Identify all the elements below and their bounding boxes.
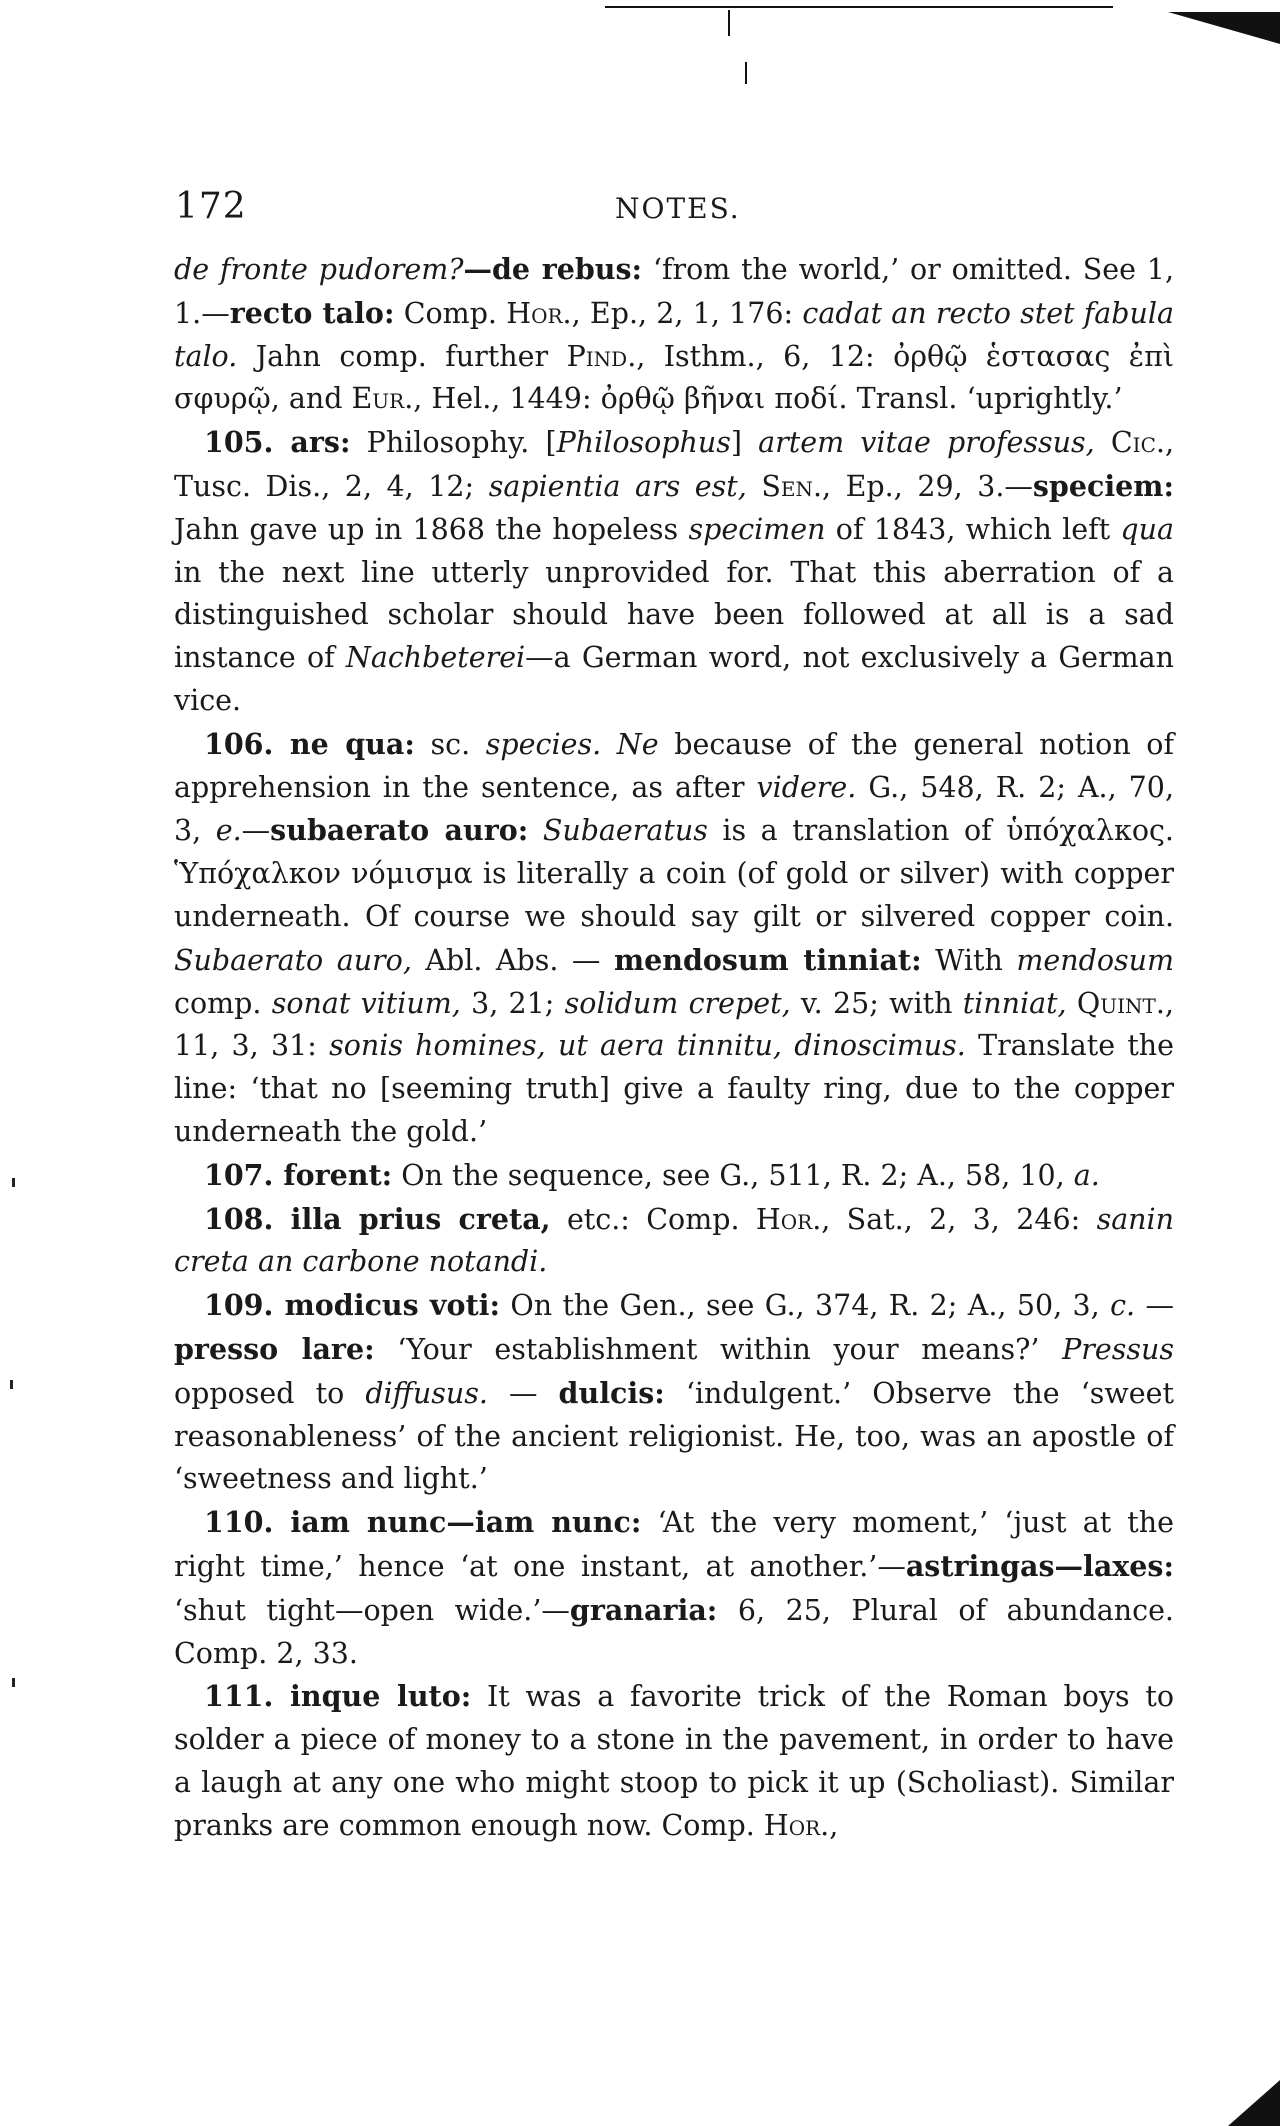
note-text — [601, 728, 617, 761]
latin-italic: Nachbeterei — [345, 641, 526, 675]
note-text — [747, 470, 762, 503]
note-paragraph — [174, 1501, 1174, 1675]
lemma-bold: mendosum tinniat: — [613, 942, 922, 977]
note-text: 6, 25, Plural of abundance. Comp. 2, 33. — [174, 1593, 1174, 1670]
author-small-caps: Hor. — [506, 296, 572, 330]
author-small-caps: Cic. — [1110, 426, 1165, 460]
note-text — [1067, 987, 1077, 1020]
lemma-bold: astringas—laxes: — [905, 1548, 1174, 1583]
latin-italic: specimen — [688, 512, 826, 546]
note-text: — — [1135, 1289, 1174, 1323]
note-paragraph — [174, 248, 1174, 421]
latin-italic: diffusus. — [365, 1376, 488, 1410]
lemma-bold: 110. iam nunc—iam nunc: — [204, 1505, 642, 1540]
lemma-bold: de rebus: — [492, 252, 643, 286]
latin-italic: artem vitae professus, — [758, 426, 1095, 460]
lemma-bold: recto talo: — [229, 295, 395, 330]
latin-italic: mendosum — [1016, 943, 1174, 977]
note-text: G., 548, R. 2; A., 70, 3, — [174, 770, 1174, 848]
note-text: of 1843, which left — [825, 512, 1121, 546]
note-paragraph — [174, 1198, 1174, 1285]
note-text: It was a favorite trick of the Roman boys to solder a piece of money to a stone in the pavement, in order to have a laugh at any one who might stoop to pick it up (Scholiast). Similar pranks are common enough now. Comp. — [174, 1680, 1175, 1842]
note-text: ‘Your establishment within your means?’ — [374, 1332, 1063, 1366]
latin-italic: sonis homines, ut aera tinnitu, dinoscimus. — [329, 1029, 966, 1063]
margin-speck — [12, 1178, 15, 1187]
top-edge-rule — [605, 6, 1113, 8]
latin-italic: Subaeratus — [542, 814, 708, 848]
latin-italic: sonat vitium, — [271, 986, 461, 1020]
lemma-bold: 108. illa prius creta, — [204, 1201, 551, 1236]
note-text: opposed to — [174, 1376, 366, 1410]
latin-italic: e. — [215, 814, 242, 848]
author-small-caps: Sen. — [761, 469, 823, 503]
author-small-caps: Quint. — [1076, 986, 1165, 1020]
note-text: ‘indulgent.’ Observe the ‘sweet reasonableness’ of the ancient religionist. He, too, was an apostle of ‘sweetness and light.’ — [174, 1376, 1174, 1496]
note-text: —a German word, not exclusively a German vice. — [174, 641, 1174, 717]
note-text: Jahn comp. further — [237, 339, 567, 373]
note-paragraph — [174, 1154, 1174, 1198]
lemma-bold: 106. ne qua: — [204, 726, 415, 761]
note-text: in the next line utterly unprovided for. That this aberration of a distinguished scholar should have been followed at all is a sad instance of — [174, 555, 1174, 675]
note-text: , Ep., 2, 1, 176: — [571, 296, 803, 330]
lemma-bold: 109. modicus voti: — [204, 1288, 500, 1323]
notes-body — [174, 248, 1174, 1847]
latin-italic: cadat an recto stet fabula talo. — [174, 296, 1174, 373]
note-text: 3, 21; — [460, 986, 565, 1020]
note-text: With — [921, 943, 1017, 977]
latin-italic: c. — [1110, 1289, 1136, 1323]
lemma-bold: presso lare: — [174, 1331, 375, 1366]
page-number: 172 — [175, 186, 247, 227]
latin-italic: Ne — [616, 727, 659, 761]
lemma-bold: — — [463, 252, 492, 286]
author-small-caps: Pind. — [566, 339, 637, 373]
latin-italic: species. — [485, 727, 602, 761]
note-text: , Sat., 2, 3, 246: — [821, 1202, 1097, 1236]
note-text: — — [487, 1376, 559, 1410]
latin-italic: a. — [1073, 1158, 1100, 1192]
note-text: , — [829, 1808, 839, 1842]
note-text: v. 25; with — [790, 986, 963, 1020]
note-text: — — [241, 814, 271, 848]
note-text — [528, 814, 543, 847]
note-text: , 11, 3, 31: — [174, 986, 1174, 1063]
note-text: , Hel., 1449: ὀρθῷ βῆναι ποδί. Transl. ‘uprightly.’ — [413, 382, 1123, 416]
note-paragraph — [174, 421, 1174, 723]
author-small-caps: Hor. — [763, 1808, 830, 1842]
note-text: comp. — [174, 986, 272, 1020]
note-text: Comp. — [394, 296, 507, 330]
latin-italic: qua — [1120, 512, 1174, 546]
note-paragraph — [174, 1675, 1174, 1847]
latin-italic: sapientia ars est, — [488, 469, 747, 503]
note-text: is a translation of ὑπόχαλκος. Ὑπόχαλκον νόμισμα is literally a coin (of gold or silver) with copper underneath. Of course we should say gilt or silvered copper coin. — [174, 814, 1174, 933]
latin-italic: de fronte pudorem? — [174, 253, 464, 286]
lemma-bold: speciem: — [1032, 468, 1174, 503]
note-text: Philosophy. [ — [350, 426, 557, 460]
note-paragraph — [174, 723, 1174, 1154]
lemma-bold: granaria: — [569, 1592, 718, 1627]
note-text: Translate the line: ‘that no [seeming truth] give a faulty ring, due to the copper underneath the gold.’ — [174, 1029, 1175, 1148]
note-paragraph — [174, 1284, 1174, 1501]
note-text: On the Gen., see G., 374, R. 2; A., 50, 3, — [500, 1289, 1111, 1323]
note-text: , Ep., 29, 3.— — [822, 469, 1033, 503]
author-small-caps: Hor. — [755, 1202, 822, 1236]
running-head: NOTES. — [615, 192, 741, 225]
note-text: , Isthm., 6, 12: ὀρθῷ ἑστασας ἐπὶ σφυρῷ, and — [174, 339, 1175, 416]
note-text: ‘shut tight—open wide.’— — [174, 1593, 570, 1627]
margin-speck — [12, 1678, 15, 1687]
latin-italic: videre. — [756, 770, 857, 804]
latin-italic: Pressus — [1062, 1332, 1174, 1366]
scan-arrow-mark — [1168, 6, 1280, 50]
latin-italic: Philosophus — [556, 426, 731, 460]
lemma-bold: dulcis: — [558, 1375, 665, 1410]
note-text: etc.: Comp. — [550, 1202, 756, 1236]
latin-italic: Subaerato auro, — [174, 943, 412, 977]
note-text: ‘At the very moment,’ ‘just at the right time,’ hence ‘at one instant, at another.’— — [174, 1506, 1174, 1583]
lemma-bold: 107. forent: — [204, 1157, 393, 1192]
note-text — [1095, 426, 1111, 459]
lemma-bold: 111. inque luto: — [204, 1679, 472, 1714]
lemma-bold: subaerato auro: — [270, 813, 529, 848]
scan-corner-mark — [1228, 2080, 1280, 2126]
note-text: sc. — [414, 727, 486, 761]
note-text: ] — [730, 426, 759, 460]
note-text: , Tusc. Dis., 2, 4, 12; — [174, 426, 1174, 503]
latin-italic: solidum crepet, — [564, 986, 791, 1020]
page-header — [175, 186, 1175, 236]
margin-speck — [10, 1380, 13, 1389]
note-text: Jahn gave up in 1868 the hopeless — [174, 512, 689, 546]
latin-italic: sanin creta an carbone notandi. — [174, 1202, 1175, 1279]
note-text: Abl. Abs. — — [411, 943, 614, 977]
lemma-bold: 105. ars: — [204, 425, 351, 460]
note-text: ‘from the world,’ or omitted. See 1, 1.— — [174, 253, 1174, 330]
scan-tick-mark — [745, 62, 747, 84]
latin-italic: tinniat, — [962, 986, 1067, 1020]
note-text: because of the general notion of apprehension in the sentence, as after — [174, 727, 1175, 804]
author-small-caps: Eur. — [351, 382, 414, 416]
scan-tick-mark — [728, 10, 730, 36]
note-text: On the sequence, see G., 511, R. 2; A., 58, 10, — [392, 1158, 1074, 1192]
